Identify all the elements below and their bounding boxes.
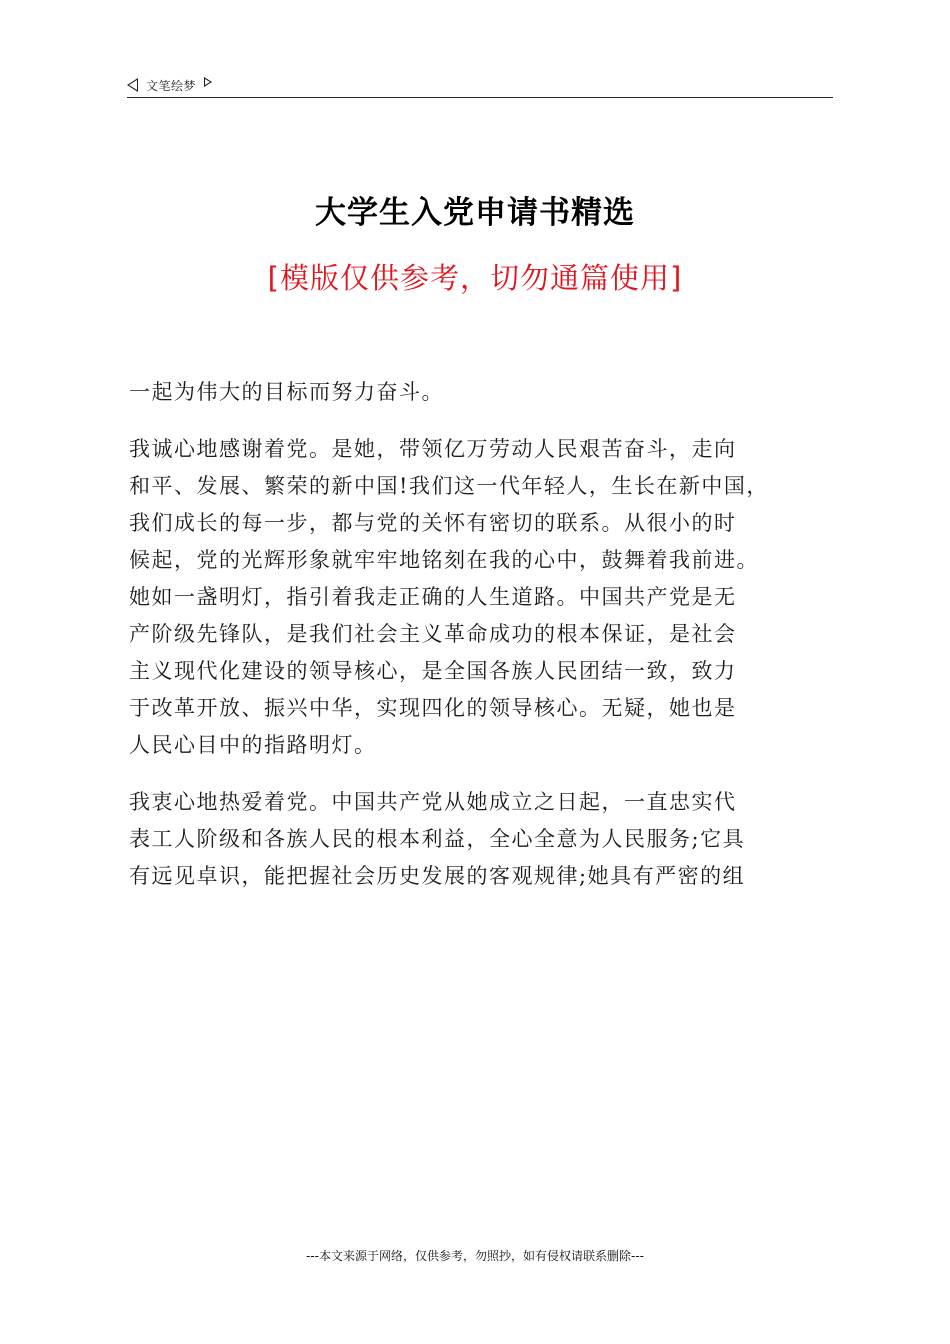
text-line: 主义现代化建设的领导核心，是全国各族人民团结一致，致力 xyxy=(129,659,737,683)
text-line: 我诚心地感谢着党。是她，带领亿万劳动人民艰苦奋斗，走向 xyxy=(129,437,737,461)
document-body xyxy=(129,374,849,895)
footer-notice: ---本文来源于网络，仅供参考，勿照抄，如有侵权请联系删除--- xyxy=(306,1249,644,1263)
triangle-left-icon xyxy=(127,78,138,92)
text-line: 有远见卓识，能把握社会历史发展的客观规律;她具有严密的组 xyxy=(129,864,746,888)
paragraph xyxy=(129,784,849,895)
text-line: 一起为伟大的目标而努力奋斗。 xyxy=(129,380,444,404)
paragraph xyxy=(129,374,849,411)
page-header xyxy=(127,74,833,96)
text-line: 她如一盏明灯，指引着我走正确的人生道路。中国共产党是无 xyxy=(129,585,737,609)
paragraph xyxy=(129,431,849,764)
text-line: 和平、发展、繁荣的新中国!我们这一代年轻人，生长在新中国， xyxy=(129,474,769,498)
text-line: 于改革开放、振兴中华，实现四化的领导核心。无疑，她也是 xyxy=(129,696,737,720)
text-line: 产阶级先锋队，是我们社会主义革命成功的根本保证，是社会 xyxy=(129,622,737,646)
document-subtitle: [模版仅供参考，切勿通篇使用] xyxy=(267,261,683,295)
brand-name: 文笔绘梦 xyxy=(146,78,197,93)
text-line: 我衷心地热爱着党。中国共产党从她成立之日起，一直忠实代 xyxy=(129,790,737,814)
text-line: 人民心目中的指路明灯。 xyxy=(129,733,377,757)
document-title: 大学生入党申请书精选 xyxy=(315,195,635,231)
text-line: 表工人阶级和各族人民的根本利益，全心全意为人民服务;它具 xyxy=(129,827,746,851)
header-divider xyxy=(127,97,833,98)
triangle-right-icon xyxy=(204,77,212,87)
text-line: 我们成长的每一步，都与党的关怀有密切的联系。从很小的时 xyxy=(129,511,737,535)
text-line: 候起，党的光辉形象就牢牢地铭刻在我的心中，鼓舞着我前进。 xyxy=(129,548,759,572)
